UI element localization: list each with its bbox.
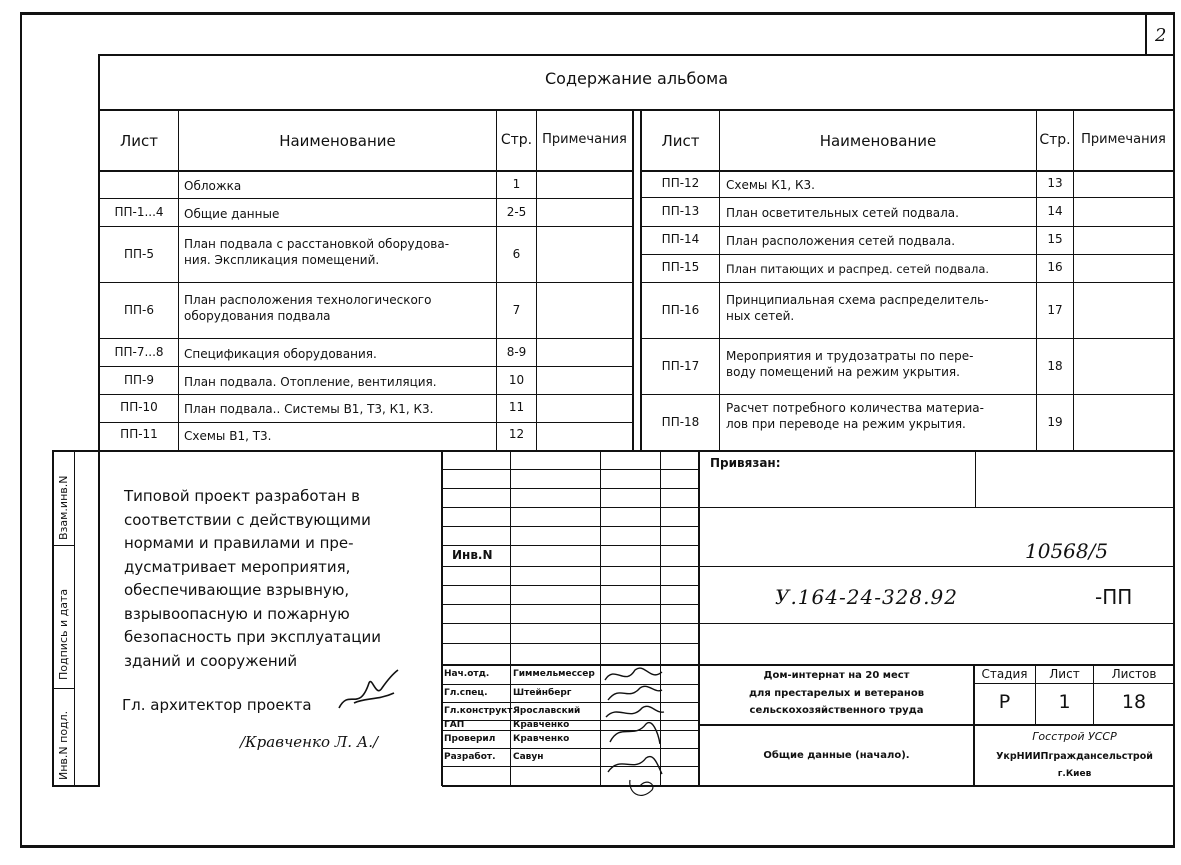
right-row-page: 16 (1047, 260, 1063, 274)
left-row-line (100, 282, 633, 283)
project-note (124, 485, 381, 673)
sheet-label: Лист (1049, 667, 1080, 681)
left-row-name: Спецификация оборудования. (184, 347, 377, 361)
chief-architect-signature (334, 668, 404, 718)
sig-role: ГАП (444, 720, 465, 730)
title-block-top (442, 664, 1174, 666)
mid-grid-line (442, 526, 699, 527)
note-line: взрывоопасную и пожарную (124, 604, 350, 623)
mid-col-line (510, 450, 511, 786)
right-row-line (642, 254, 1174, 255)
drawing-border-top (98, 54, 1174, 56)
sig-role: Проверил (444, 734, 496, 744)
right-row-page: 13 (1047, 176, 1063, 190)
right-row-name: План расположения сетей подвала. (726, 234, 956, 248)
left-row-sheet: ПП-11 (120, 427, 158, 441)
sig-name: Штейнберг (513, 688, 572, 698)
mid-block-right (698, 450, 700, 786)
sig-name: Кравченко (513, 720, 570, 730)
side-label-vzam: Взам.инв.N (57, 475, 70, 540)
mid-grid-line (442, 507, 699, 508)
left-header-notes: Примечания (542, 132, 627, 147)
right-col-line (1036, 110, 1037, 450)
right-col-line (719, 110, 720, 450)
right-row-sheet: ПП-17 (661, 359, 700, 373)
sig-name: Гиммельмессер (513, 669, 595, 679)
org-line: УкрНИИПграждансельстрой (996, 751, 1153, 762)
sig-role: Гл.конструкт. (444, 706, 516, 716)
sheet-number-box-left (1145, 15, 1147, 55)
title-block-line (699, 623, 1174, 624)
right-row-page: 19 (1047, 415, 1063, 429)
left-col-line (178, 110, 179, 450)
sheets-label: Листов (1111, 667, 1157, 681)
sig-name: Ярославский (513, 706, 581, 716)
right-row-name: Расчет потребного количества материа- (726, 401, 984, 415)
side-strip-line (52, 688, 75, 689)
left-row-page: 8-9 (506, 345, 527, 359)
project-title-line: Дом-интернат на 20 мест (763, 670, 910, 681)
sheets-value: 18 (1121, 691, 1147, 713)
sig-role: Гл.спец. (444, 688, 488, 698)
signatures-scribbles (600, 662, 670, 810)
left-row-name: Обложка (184, 179, 242, 193)
right-row-line (642, 282, 1174, 283)
album-title: Содержание альбома (544, 69, 729, 88)
side-label-inv: Инв.N подл. (57, 710, 70, 780)
stage-value: Р (998, 691, 1011, 713)
left-header-name: Наименование (279, 132, 396, 150)
right-header-notes: Примечания (1081, 132, 1166, 147)
left-row-line (100, 338, 633, 339)
org-line: г.Киев (1057, 769, 1092, 779)
left-row-page: 7 (512, 303, 521, 317)
mid-grid-line (442, 469, 699, 470)
side-strip-divider (74, 450, 75, 786)
note-line: дусматривает мероприятия, (124, 557, 351, 576)
right-row-sheet: ПП-13 (661, 204, 700, 218)
sig-name: Кравченко (513, 734, 570, 744)
right-col-line (1073, 110, 1074, 450)
title-block-line (699, 566, 1174, 567)
mid-grid-line (442, 604, 699, 605)
sheet-number: 2 (1155, 25, 1167, 46)
org-line: Госстрой УССР (1032, 730, 1117, 743)
left-col-line (536, 110, 537, 450)
left-row-name: План подвала. Отопление, вентиляция. (184, 375, 437, 389)
right-header-sheet: Лист (661, 132, 700, 150)
sheet-value: 1 (1058, 691, 1071, 713)
right-row-name: воду помещений на режим укрытия. (726, 365, 960, 379)
left-row-page: 11 (508, 400, 525, 414)
left-row-sheet: ПП-5 (123, 247, 154, 261)
right-row-name: План питающих и распред. сетей подвала. (726, 262, 990, 276)
left-row-sheet: ПП-6 (123, 303, 154, 317)
sig-role: Нач.отд. (444, 669, 490, 679)
right-row-sheet: ПП-14 (661, 232, 700, 246)
right-col-line (640, 110, 642, 450)
mid-grid-line (442, 566, 699, 567)
inv-n-label: Инв.N (452, 548, 493, 562)
side-strip-right (98, 450, 100, 786)
left-header-line (100, 170, 633, 172)
right-row-page: 15 (1047, 232, 1063, 246)
right-row-line (642, 338, 1174, 339)
right-row-line (642, 394, 1174, 395)
frame-left-line (20, 12, 22, 847)
left-row-line (100, 198, 633, 199)
mid-grid-line (442, 643, 699, 644)
chief-architect-name: /Кравченко Л. А./ (240, 733, 379, 751)
side-strip-left (52, 450, 54, 786)
mid-grid-line (442, 623, 699, 624)
sig-name: Савун (513, 752, 544, 762)
left-header-page: Стр. (500, 132, 533, 148)
left-row-line (100, 226, 633, 227)
right-row-name: Схемы К1, К3. (726, 178, 815, 192)
side-strip-bottom (52, 785, 100, 787)
left-row-name: Схемы В1, Т3. (184, 429, 272, 443)
privyazan-divider (975, 450, 976, 508)
frame-bottom-line (20, 845, 1175, 848)
frame-top-line (20, 12, 1175, 15)
side-strip-line (52, 545, 75, 546)
chief-architect-label: Гл. архитектор проекта (122, 696, 312, 714)
left-row-name: ния. Экспликация помещений. (184, 253, 380, 267)
right-row-line (642, 226, 1174, 227)
left-row-line (100, 394, 633, 395)
mid-grid-line (442, 488, 699, 489)
right-row-page: 14 (1047, 204, 1063, 218)
right-header-page: Стр. (1039, 132, 1071, 148)
left-col-line (632, 110, 634, 450)
project-title-line: для престарелых и ветеранов (748, 688, 925, 699)
project-title-line: сельскохозяйственного труда (749, 705, 924, 716)
sig-role: Разработ. (444, 752, 496, 762)
left-header-sheet: Лист (119, 132, 158, 150)
left-row-page: 12 (508, 427, 525, 441)
title-divider (98, 109, 1174, 111)
left-row-name: План подвала с расстановкой оборудова- (184, 237, 450, 251)
frame-right-line (1173, 12, 1175, 847)
side-label-podpis: Подпись и дата (57, 588, 70, 680)
left-row-name: План подвала.. Системы В1, Т3, К1, К3. (184, 402, 434, 416)
left-row-page: 10 (508, 373, 525, 387)
left-row-name: План расположения технологического (184, 293, 432, 307)
doc-suffix: -ПП (1095, 585, 1133, 609)
title-block-line (699, 724, 1174, 726)
left-row-sheet: ПП-1...4 (114, 205, 164, 219)
left-row-line (100, 422, 633, 423)
right-header-line (642, 170, 1174, 172)
right-row-sheet: ПП-12 (661, 176, 700, 190)
note-line: безопасность при эксплуатации (124, 628, 381, 646)
doc-code: У.164-24-328.92 (775, 585, 958, 609)
note-line: соответствии с действующими (124, 510, 371, 529)
left-row-sheet: ПП-7...8 (114, 345, 164, 359)
bottom-area-top-line (52, 450, 1174, 452)
right-row-sheet: ПП-15 (661, 260, 700, 274)
left-row-page: 1 (512, 177, 521, 191)
sheet-title: Общие данные (начало). (763, 750, 910, 761)
title-block-line (699, 507, 1174, 508)
title-block-bottom (442, 785, 1174, 787)
right-row-page: 18 (1047, 359, 1063, 373)
handwritten-number: 10568/5 (1025, 539, 1109, 563)
privyazan-label: Привязан: (710, 456, 781, 470)
note-line: нормами и правилами и пре- (124, 534, 354, 552)
left-row-page: 2-5 (506, 205, 527, 219)
left-row-name: оборудования подвала (184, 309, 331, 323)
mid-grid-line (442, 585, 699, 586)
note-line: Типовой проект разработан в (124, 487, 360, 505)
left-row-name: Общие данные (184, 207, 280, 221)
right-header-name: Наименование (819, 132, 937, 150)
right-row-name: ных сетей. (726, 309, 795, 323)
right-row-name: Мероприятия и трудозатраты по пере- (726, 349, 974, 363)
right-row-name: План осветительных сетей подвала. (726, 206, 959, 220)
left-row-sheet: ПП-9 (123, 373, 154, 387)
right-row-page: 17 (1047, 303, 1063, 317)
left-col-line (496, 110, 497, 450)
mid-block-left (441, 450, 443, 786)
mid-grid-line (442, 545, 699, 546)
right-row-name: лов при переводе на режим укрытия. (726, 417, 966, 431)
right-row-sheet: ПП-16 (661, 303, 700, 317)
stage-label: Стадия (981, 667, 1028, 681)
right-row-sheet: ПП-18 (661, 415, 700, 429)
left-row-page: 6 (512, 247, 521, 261)
left-row-line (100, 366, 633, 367)
note-line: зданий и сооружений (124, 651, 298, 670)
note-line: обеспечивающие взрывную, (124, 581, 350, 599)
right-row-name: Принципиальная схема распределитель- (726, 293, 989, 307)
right-row-line (642, 197, 1174, 198)
left-row-sheet: ПП-10 (120, 400, 158, 414)
stage-header-line (974, 683, 1174, 684)
